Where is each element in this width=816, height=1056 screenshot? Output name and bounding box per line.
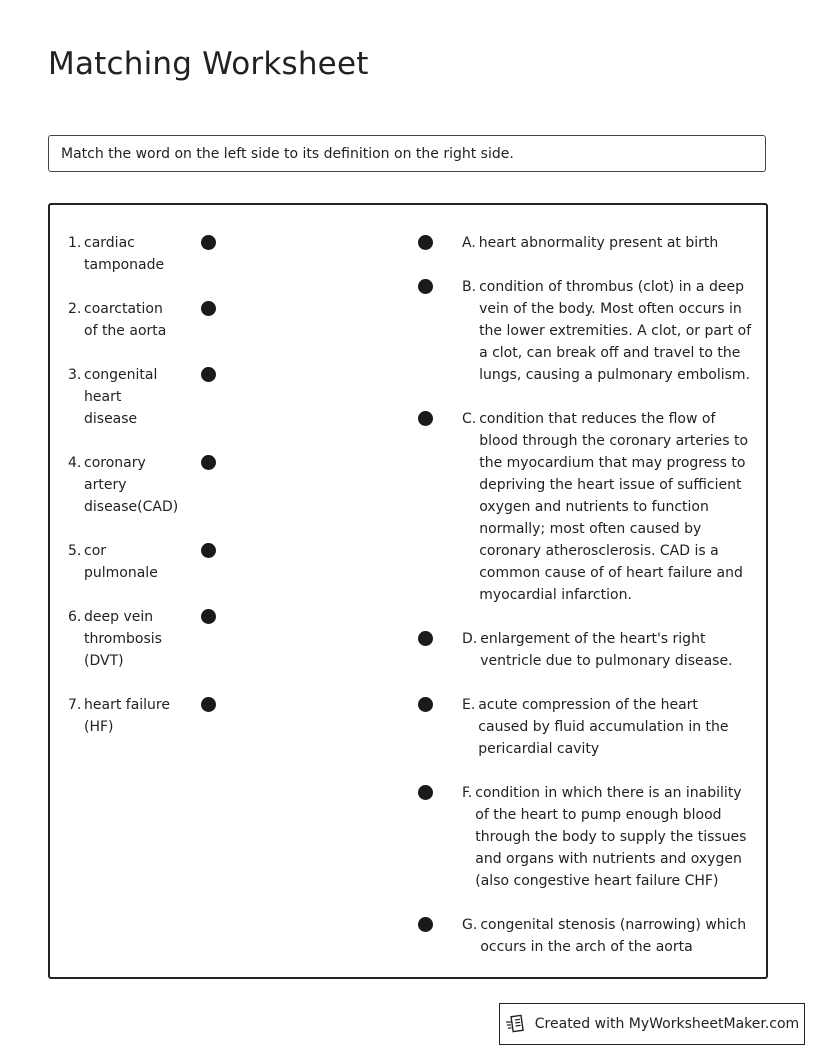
definition-item [462, 914, 752, 958]
definition-text: condition of thrombus (clot) in a deep vein of the body. Most often occurs in the lower extremities. A clot, or part of a clot, can break off and travel to the lungs, causing a pulmonary embolism. [479, 279, 752, 383]
term-match-dot[interactable] [201, 235, 216, 250]
definition-letter: A. [462, 235, 476, 251]
matching-area [48, 203, 768, 979]
term-number: 2. [68, 301, 82, 317]
term-text: cor pulmonale [84, 543, 158, 581]
term-text: coronary artery disease(CAD) [84, 455, 179, 515]
footer-badge[interactable] [499, 1003, 805, 1045]
term-number: 6. [68, 609, 82, 625]
term-number: 3. [68, 367, 82, 383]
term-number: 5. [68, 543, 82, 559]
definition-letter: D. [462, 631, 478, 647]
instructions-box: Match the word on the left side to its definition on the right side. [48, 135, 766, 172]
worksheet-maker-logo-icon [505, 1013, 527, 1035]
definition-item [462, 628, 752, 672]
term-match-dot[interactable] [201, 697, 216, 712]
definition-item [462, 276, 752, 386]
definition-letter: B. [462, 279, 477, 295]
definition-text: condition that reduces the flow of blood through the coronary arteries to the myocardium that may progress to depriving the heart issue of sufficient oxygen and nutrients to function normally; most often caused by coronary atherosclerosis. CAD is a common cause of of heart failure and myocardial infarction. [479, 411, 749, 603]
term-item [68, 232, 178, 276]
term-item [68, 606, 178, 672]
definition-match-dot[interactable] [418, 631, 433, 646]
definition-match-dot[interactable] [418, 697, 433, 712]
definition-match-dot[interactable] [418, 785, 433, 800]
definition-text: condition in which there is an inability of the heart to pump enough blood through the body to supply the tissues and organs with nutrients and oxygen (also congestive heart failure CHF) [475, 785, 747, 889]
term-number: 7. [68, 697, 82, 713]
term-item [68, 364, 163, 430]
term-item [68, 298, 178, 342]
definition-match-dot[interactable] [418, 235, 433, 250]
definition-text: heart abnormality present at birth [478, 235, 719, 251]
definition-match-dot[interactable] [418, 411, 433, 426]
term-text: deep vein thrombosis (DVT) [84, 609, 162, 669]
term-number: 4. [68, 455, 82, 471]
term-item [68, 694, 178, 738]
term-item [68, 452, 180, 518]
definition-item [462, 232, 752, 254]
definition-item [462, 408, 752, 606]
definition-item [462, 782, 752, 892]
term-text: coarctation of the aorta [84, 301, 167, 339]
definition-text: enlargement of the heart's right ventricle due to pulmonary disease. [480, 631, 733, 669]
term-match-dot[interactable] [201, 609, 216, 624]
page-title: Matching Worksheet [48, 46, 369, 82]
term-match-dot[interactable] [201, 543, 216, 558]
term-match-dot[interactable] [201, 455, 216, 470]
definition-item [462, 694, 752, 760]
footer-text: Created with MyWorksheetMaker.com [534, 1016, 800, 1032]
term-text: congenital heart disease [84, 367, 158, 427]
term-text: heart failure (HF) [84, 697, 170, 735]
term-number: 1. [68, 235, 82, 251]
term-match-dot[interactable] [201, 367, 216, 382]
definition-match-dot[interactable] [418, 917, 433, 932]
definition-letter: G. [462, 917, 478, 933]
definition-text: acute compression of the heart caused by fluid accumulation in the pericardial cavity [478, 697, 729, 757]
definition-letter: C. [462, 411, 477, 427]
term-item [68, 540, 163, 584]
definition-letter: E. [462, 697, 476, 713]
definition-letter: F. [462, 785, 473, 801]
term-text: cardiac tamponade [84, 235, 165, 273]
term-match-dot[interactable] [201, 301, 216, 316]
definition-match-dot[interactable] [418, 279, 433, 294]
definition-text: congenital stenosis (narrowing) which occurs in the arch of the aorta [480, 917, 747, 955]
